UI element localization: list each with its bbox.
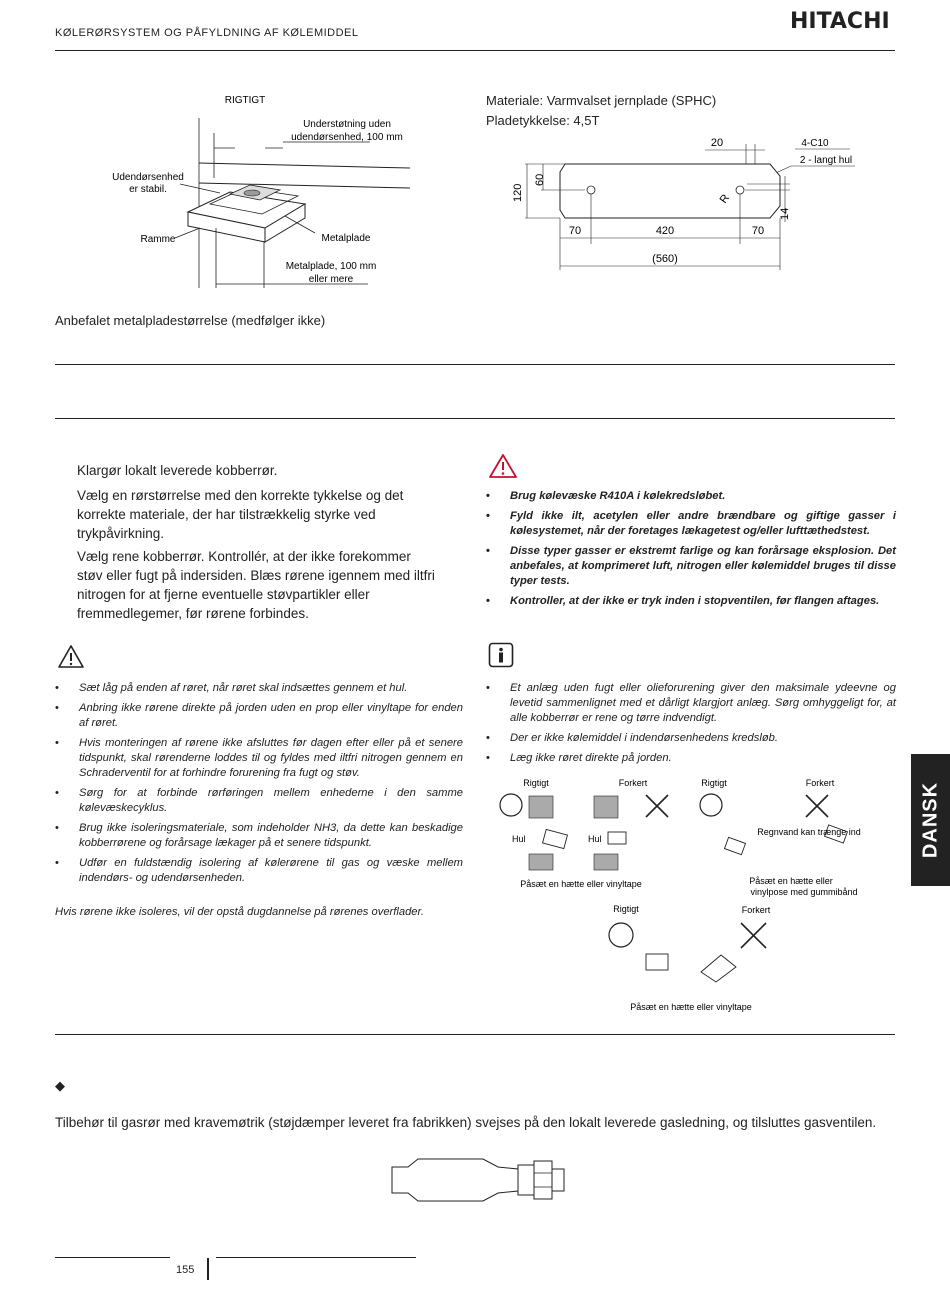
footer-rule-right <box>216 1257 416 1258</box>
plate-dimR: R <box>717 192 733 206</box>
plate-dim14: 14 <box>779 207 791 220</box>
fig3-rain: Regnvand kan trænge ind <box>757 827 861 837</box>
fig1-outdoor2: er stabil. <box>129 184 167 195</box>
muffler-text: Tilbehør til gasrør med kravemøtrik (støjdæmper leveret fra fabrikken) svejses på den lokalt leverede gasledning, og tilsluttes gasventilen. <box>55 1115 877 1130</box>
info-icon <box>488 642 514 668</box>
support-figure <box>100 88 440 298</box>
plate-dim70b: 70 <box>751 225 765 237</box>
fig1-frame: Ramme <box>140 234 176 245</box>
fig3-wrong2: Forkert <box>805 778 835 788</box>
footer-rule-left <box>55 1257 170 1258</box>
pipe-protection-figure <box>486 772 886 1017</box>
warning-item: • Brug kølevæske R410A i kølekredsløbet. <box>486 489 896 504</box>
section-rule-1 <box>55 364 895 365</box>
plate-dim120: 120 <box>512 183 524 202</box>
fig1-plate100b: eller mere <box>308 274 354 285</box>
warning-item: • Kontroller, at der ikke er tryk inden i stopventilen, før flangen aftages. <box>486 594 896 609</box>
para-clean: Vælg rene kobberrør. Kontrollér, at der ikke forekommer støv eller fugt på indersiden. Blæs rørene igennem med iltfri nitrogen for at fjerne eventuelle støvpartikler eller fremmedlegemer, før rørene forbindes. <box>77 549 435 621</box>
language-tab-label: DANSK <box>919 781 941 859</box>
plate-thickness: Pladetykkelse: 4,5T <box>486 113 600 128</box>
caution-item: • Sæt låg på enden af røret, når røret skal indsættes gennem et hul. <box>55 681 463 696</box>
fig1-outdoor: Udendørsenhed <box>112 172 184 183</box>
fig3-correct1: Rigtigt <box>523 778 549 788</box>
caution-item: • Anbring ikke rørene direkte på jorden uden en prop eller vinyltape for enden af røret. <box>55 701 463 731</box>
para-prepare: Klargør lokalt leverede kobberrør. <box>77 463 278 478</box>
fig3-hole2: Hul <box>588 834 602 844</box>
fig1-correct: RIGTIGT <box>224 95 266 106</box>
fig1-plate: Metalplade <box>321 233 371 244</box>
plate-slot: 2 - langt hul <box>799 155 853 166</box>
plate-material: Materiale: Varmvalset jernplade (SPHC) <box>486 93 717 108</box>
fig3-wrong1: Forkert <box>618 778 648 788</box>
caution-item: • Udfør en fuldstændig isolering af kølerørene til gas og væske mellem indendørs- og udendørsenheden. <box>55 856 463 886</box>
section-rule-3 <box>55 1034 895 1035</box>
metal-plate-caption: Anbefalet metalpladestørrelse (medfølger ikke) <box>55 313 326 328</box>
note-item: • Læg ikke røret direkte på jorden. <box>486 751 896 766</box>
fig3-cap2a: Påsæt en hætte eller <box>749 876 833 886</box>
note-item: • Der er ikke kølemiddel i indendørsenhedens kredsløb. <box>486 731 896 746</box>
plate-dim560: (560) <box>652 253 678 265</box>
plate-dim420: 420 <box>655 225 675 237</box>
insulation-note: Hvis rørene ikke isoleres, vil der opstå dugdannelse på rørenes overflader. <box>55 906 424 918</box>
fig3-cap1: Påsæt en hætte eller vinyltape <box>520 879 642 889</box>
plate-drawing <box>505 132 875 272</box>
header-title: KØLERØRSYSTEM OG PÅFYLDNING AF KØLEMIDDEL <box>55 27 359 39</box>
section-rule-2 <box>55 418 895 419</box>
fig1-plate100: Metalplade, 100 mm <box>285 261 377 272</box>
fig1-support2: udendørsenhed, 100 mm <box>291 132 403 143</box>
fig3-cap2b: vinylpose med gummibånd <box>750 887 858 897</box>
fig3-wrong3: Forkert <box>741 905 771 915</box>
fig3-hole1: Hul <box>512 834 526 844</box>
caution-list <box>55 681 463 891</box>
header-rule <box>55 50 895 51</box>
para-size: Vælg en rørstørrelse med den korrekte tykkelse og det korrekte materiale, der har tilstrækkelig styrke ved trykpåvirkning. <box>77 488 404 541</box>
warning-icon <box>488 453 518 479</box>
brand-logo: HITACHI <box>790 9 890 34</box>
warning-item: • Fyld ikke ilt, acetylen eller andre brændbare og giftige gasser i kølesystemet, når der foretages lækagetest og/eller lufttæthedstest. <box>486 509 896 539</box>
caution-icon <box>57 644 85 669</box>
page-number: 155 <box>176 1264 195 1276</box>
caution-item: • Hvis monteringen af rørene ikke afsluttes før dagen efter eller på et senere tidspunkt, skal rørenderne loddes til og fyldes med iltfri nitrogen gennem en Schraderventil for at forhindre forurening fra fugt og støv. <box>55 736 463 781</box>
caution-item: • Sørg for at forbinde rørføringen mellem enhederne i den samme kølevæskecyklus. <box>55 786 463 816</box>
language-tab <box>911 754 950 886</box>
plate-dim60: 60 <box>534 173 546 186</box>
fig1-support: Understøtning uden <box>303 119 391 130</box>
note-list <box>486 681 896 771</box>
diamond-bullet: ◆ <box>55 1078 65 1093</box>
fig3-correct2: Rigtigt <box>701 778 727 788</box>
warning-item: • Disse typer gasser er ekstremt farlige og kan forårsage eksplosion. Det anbefales, at komprimeret luft, nitrogen eller kølemiddel bruges til disse typer tests. <box>486 544 896 589</box>
fig3-cap3: Påsæt en hætte eller vinyltape <box>630 1002 752 1012</box>
footer-divider <box>207 1258 209 1280</box>
warning-list <box>486 489 896 614</box>
fig3-correct3: Rigtigt <box>613 904 639 914</box>
caution-item: • Brug ikke isoleringsmateriale, som indeholder NH3, da dette kan beskadige kobberrørene og forårsage lækager på et senere tidspunkt. <box>55 821 463 851</box>
muffler-drawing <box>388 1157 578 1203</box>
plate-holes: 4-C10 <box>801 138 829 149</box>
note-item: • Et anlæg uden fugt eller olieforurening giver den maksimale ydeevne og levetid sammenlignet med et dårligt klargjort anlæg. Sørg omhyggeligt for, at alle kobberrør er rene og tørre indvendigt. <box>486 681 896 726</box>
plate-dim70a: 70 <box>568 225 582 237</box>
plate-dim20: 20 <box>710 137 724 149</box>
